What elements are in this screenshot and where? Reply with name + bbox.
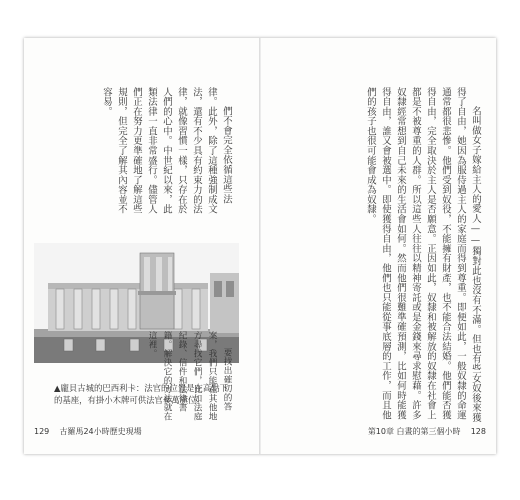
right-running-title: 第10章 白晝的第三個小時 [367,427,461,436]
left-folio [34,426,142,437]
photo-caption: ▲龐貝古城的巴西利卡：法官的位置是在高點下的基座，有掛小木牌可供法官參萬旗位。 [54,383,228,405]
book-spread [24,38,496,454]
right-paragraph: 名叫做女子嫁給主人的愛人——獨對此也沒有不滿。但也有些女奴後來獲得了自由，她因為服侍過主人的家庭而得到尊重。即便如此，一般奴隸的命運通常都很悲慘。他們受到奴役，不能擁有財產，也不能合法結婚。他們能否獲得自由，完全取決於主人是否願意。正因如此，奴隸和被解放的奴隸在社會上都是不被尊重的人群。所以這些人往往以精神寄託或是金錢來尋求慰藉。許多奴隸經常想到自己未來的生活會如何。然而他們很難準確預測，比如何時能獲得自由，誰又會被選中。即使獲得自由，他們也只能從事底層的工作，而且他們的孩子也很可能會成為奴隸。 [365,87,481,423]
left-running-title: 古羅馬24小時歷史現場 [59,427,142,436]
left-page-text-bottom [34,331,234,427]
right-folio [368,426,486,437]
book-gutter [259,38,261,454]
left-paragraph-bottom: 要找出確切的答案，我們只能在其他地方尋找它們，比如法庭紀錄、信件和法律書籍。解決它的方法就在這裡。 [147,331,232,421]
right-page-text [269,87,483,427]
left-page-text-top [34,87,234,222]
left-page-number: 129 [34,427,50,436]
right-page-number: 128 [470,427,486,436]
left-paragraph-top: 們不會完全依循這些法律。此外，除了這種強制成文法，還有不少具有約束力的法律，就像習慣一樣，只存在於人們的心中。中世紀以來，此類法律一直非常盛行。儘管人們正在努力更準確地了解這些規則，但完全了解其內容並不容易。 [101,87,232,215]
